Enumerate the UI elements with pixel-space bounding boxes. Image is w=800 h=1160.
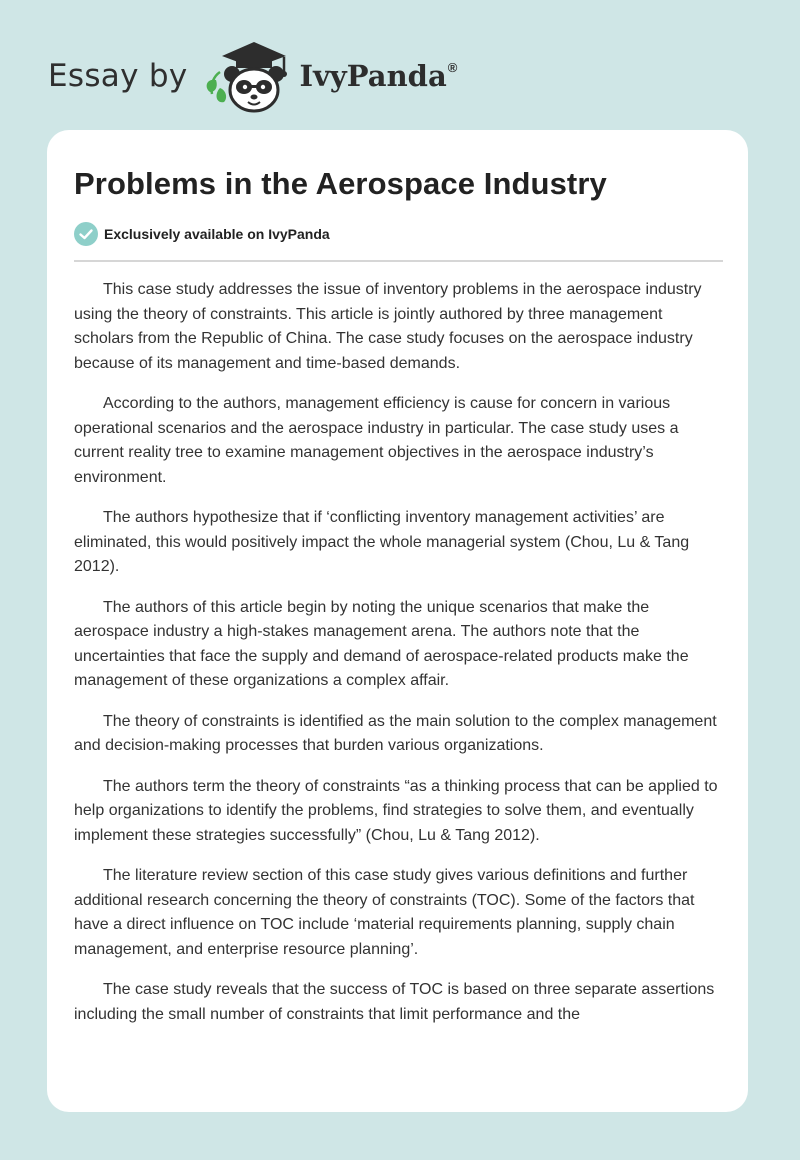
exclusive-badge-label: Exclusively available on IvyPanda	[104, 226, 330, 242]
paragraph: The authors of this article begin by noting the unique scenarios that make the aerospace industry a high-stakes management arena. The authors note that the uncertainties that face the supply and demand of aerospace-related products make the management of these organizations a complex affair.	[74, 598, 689, 689]
divider	[74, 260, 723, 262]
article-body	[74, 278, 726, 1043]
article-title: Problems in the Aerospace Industry	[74, 166, 607, 201]
paragraph: This case study addresses the issue of inventory problems in the aerospace industry using the theory of constraints. This article is jointly authored by three management scholars from the Republic of China. The case study focuses on the aerospace industry because of its management and time-based demands.	[74, 281, 702, 372]
registered-mark: ®	[447, 60, 458, 75]
paragraph: The theory of constraints is identified as the main solution to the complex management and decision-making processes that burden various organizations.	[74, 712, 717, 754]
article-card	[47, 130, 748, 1112]
check-circle-icon	[74, 222, 98, 246]
panda-logo-icon[interactable]	[202, 36, 294, 116]
paragraph: The literature review section of this case study gives various definitions and further additional research concerning the theory of constraints (TOC). Some of the factors that have a direct influence on TOC include ‘material requirements planning, supply chain management, and enterprise resource planning’.	[74, 867, 695, 958]
paragraph: According to the authors, management efficiency is cause for concern in various operational scenarios and the aerospace industry in particular. The case study uses a current reality tree to examine management objectives in the aerospace industry’s environment.	[74, 395, 679, 486]
paragraph: The case study reveals that the success of TOC is based on three separate assertions including the small number of constraints that limit performance and the	[74, 981, 715, 1023]
brand-name[interactable]: IvyPanda®	[299, 59, 458, 93]
exclusive-badge	[74, 222, 330, 246]
brand-prefix: Essay by	[48, 58, 188, 94]
paragraph: The authors hypothesize that if ‘conflicting inventory management activities’ are eliminated, this would positively impact the whole managerial system (Chou, Lu & Tang 2012).	[74, 509, 690, 575]
paragraph: The authors term the theory of constraints “as a thinking process that can be applied to help organizations to identify the problems, find strategies to solve them, and eventually implement these strategies successfully” (Chou, Lu & Tang 2012).	[74, 777, 718, 844]
site-header	[48, 36, 457, 116]
